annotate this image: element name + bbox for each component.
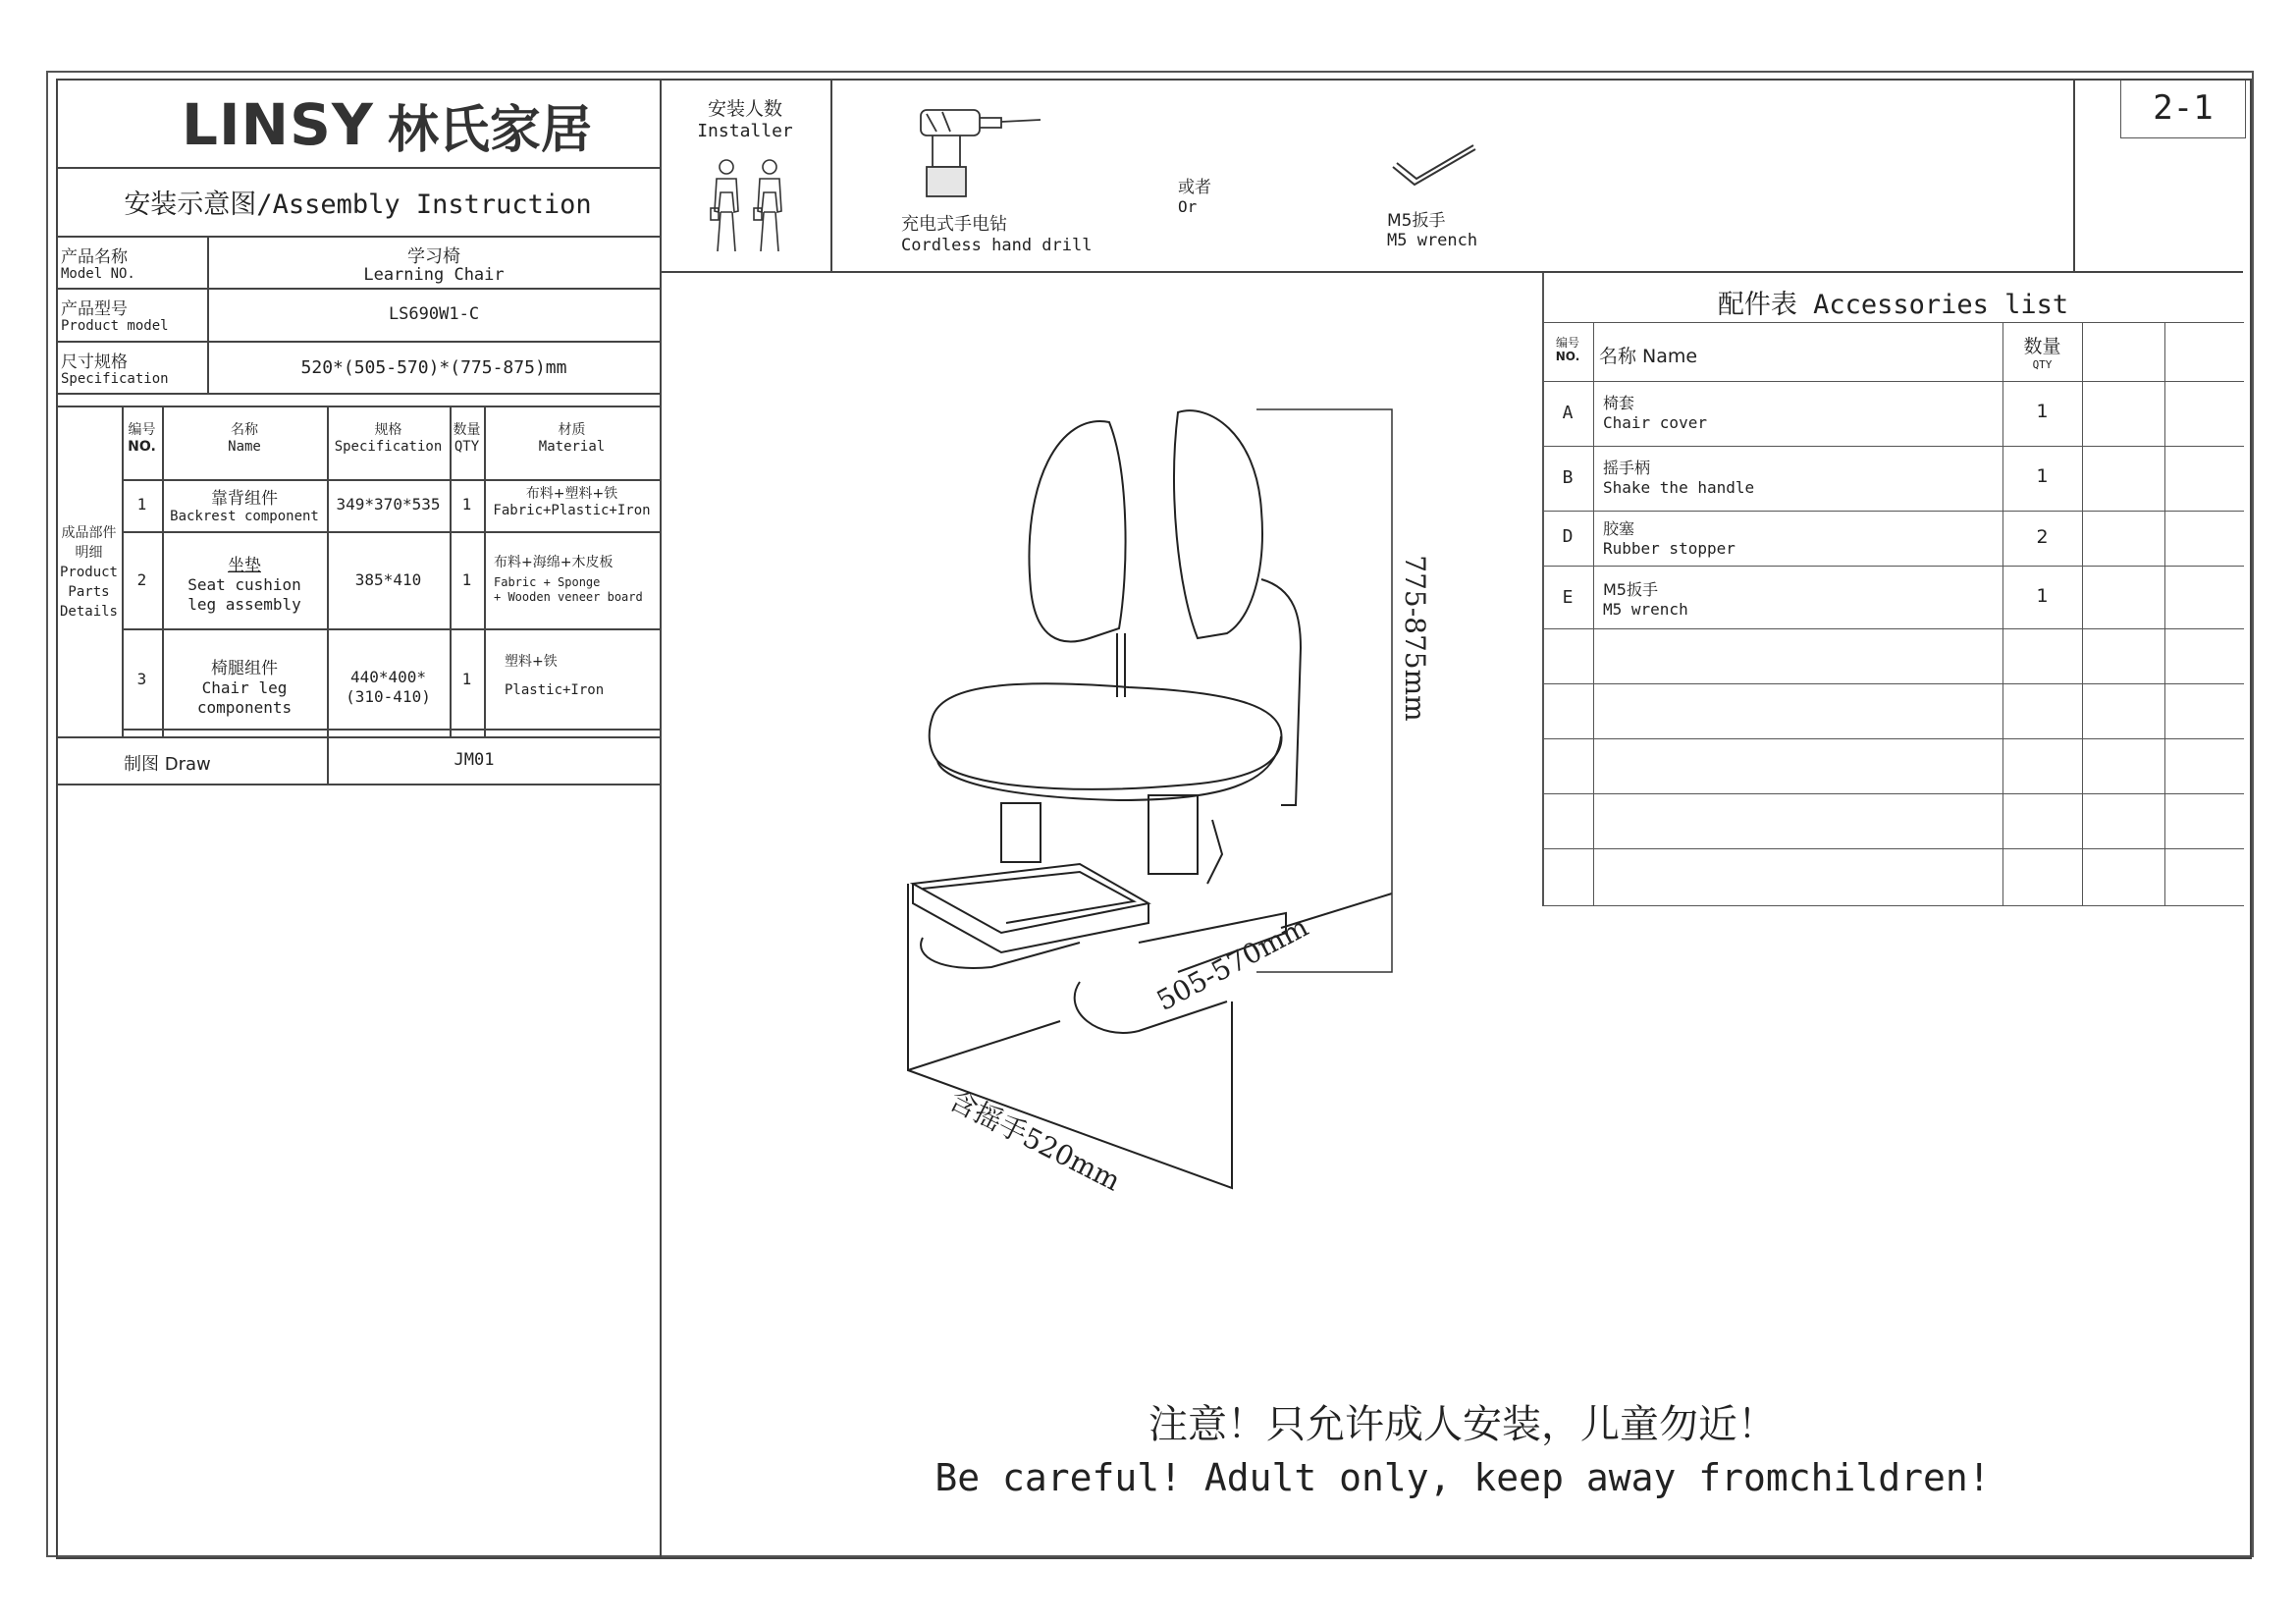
installer-label-cn: 安装人数 [707,98,782,120]
acc-name [1603,456,1754,497]
tool-wrench-en: M5 wrench [1387,231,1478,250]
parts-header-material [484,422,660,456]
table-row [1542,381,2244,446]
tool-or-en: Or [1178,197,1198,216]
warning [864,1398,2061,1504]
acc-name-en: Chair cover [1603,413,1707,432]
part-name-en: leg assembly [187,595,301,614]
model-name-en: Learning Chair [363,265,505,285]
acc-name [1603,577,1688,619]
info-label-cn: 产品名称 [61,247,128,267]
logo-brand-cn: 林氏家居 [387,100,592,160]
side-label-line: Product [59,565,118,580]
acc-qty: 1 [2036,401,2049,422]
side-label-line: 成品部件 [61,525,117,541]
acc-name-en: M5 wrench [1603,600,1688,619]
part-name [162,484,327,525]
tool-wrench [1387,206,1477,250]
part-name-cn: 坐垫 [228,556,261,575]
part-name [162,551,327,615]
header-en: Material [538,439,606,455]
side-label-line: Details [59,604,118,620]
part-name-cn: 靠背组件 [211,489,278,509]
header-cn: 数量 [453,422,481,438]
acc-header-name: 名称 Name [1599,346,1698,367]
part-spec: 349*370*535 [336,495,441,514]
info-label-cn: 尺寸规格 [61,352,128,372]
parts-header-name [162,422,327,456]
acc-name-cn: 胶塞 [1603,519,1635,538]
drill-icon [913,102,1050,200]
part-material-en: Fabric + Sponge [494,575,601,589]
side-label-line: 明细 [75,545,103,561]
installer-section [660,94,830,141]
page-number: 2-1 [2120,81,2246,138]
part-name-cn: 椅腿组件 [211,659,278,678]
logo [182,90,592,159]
tool-or-cn: 或者 [1178,178,1211,197]
part-qty: 1 [461,495,472,514]
left-panel-divider [660,79,662,1557]
acc-name-cn: 椅套 [1603,394,1635,412]
tool-drill-en: Cordless hand drill [901,236,1093,255]
part-qty: 1 [461,570,472,589]
part-material-en: + Wooden veneer board [494,590,643,604]
draw-label: 制图 Draw [124,754,211,775]
accessories-table [1542,273,2244,905]
accessories-title [1542,283,2244,321]
table-row [1542,511,2244,566]
acc-header-no [1542,336,1593,363]
header-en: NO. [1555,350,1580,363]
logo-brand-en: LINSY [182,91,374,158]
table-row [1542,566,2244,628]
dimension-depth: 505-570mm [1150,910,1314,1017]
acc-qty: 1 [2036,465,2049,487]
tool-drill [901,210,1092,255]
header-cn: 名称 [231,422,258,438]
part-material-en: Fabric+Plastic+Iron [493,503,651,518]
acc-no: E [1562,587,1574,608]
header-cn: 数量 [2023,336,2061,357]
acc-no: D [1562,526,1574,547]
parts-header-no [122,422,162,456]
part-spec-line: 440*400* [349,668,427,686]
header-cn: 编号 [128,422,156,438]
acc-name-cn: M5扳手 [1603,580,1658,599]
header-en: Name [228,439,261,455]
part-name-en: Backrest component [170,509,319,524]
part-material [505,654,660,699]
part-spec-line: (310-410) [346,687,431,706]
draw-value: JM01 [454,750,495,770]
dimension-height: 775-875mm [1399,555,1431,722]
info-label-en: Model NO. [61,266,135,282]
part-material-en: Plastic+Iron [505,682,605,698]
part-material [484,486,660,519]
info-row-model [61,241,660,288]
warning-en: Be careful! Adult only, keep away fromchildren! [934,1456,1991,1499]
part-material-cn: 塑料+铁 [505,654,558,670]
header-en: QTY [2032,358,2053,371]
installer-figures-icon [705,157,793,257]
side-label-line: Parts [68,584,110,600]
part-spec [327,668,450,707]
acc-qty: 2 [2036,526,2049,548]
part-name-en: Seat cushion [187,575,301,594]
acc-header-qty [2002,332,2082,371]
table-row [122,628,660,729]
header-en: Specification [334,439,443,455]
part-name-en: components [196,698,293,717]
header-cn: 编号 [1555,336,1579,350]
header-cn: 材质 [558,422,586,438]
part-material [494,555,660,605]
part-no: 3 [136,670,147,688]
acc-name-en: Shake the handle [1603,478,1755,497]
table-row [122,531,660,628]
acc-name-cn: 摇手柄 [1603,459,1651,477]
header-cn: 规格 [374,422,402,438]
part-material-cn: 布料+海绵+木皮板 [494,555,614,570]
parts-header-spec [327,422,450,456]
specification-value: 520*(505-570)*(775-875)mm [300,357,567,378]
tool-or [1178,173,1211,216]
part-no: 1 [136,495,147,514]
parts-header-qty [450,422,484,456]
info-row-specification [61,346,660,393]
header-en: QTY [454,439,480,455]
acc-name-en: Rubber stopper [1603,539,1735,558]
accessories-title-text: 配件表 Accessories list [1717,290,2069,320]
product-model-value: LS690W1-C [388,304,480,324]
acc-no: A [1562,403,1574,423]
chair-illustration [883,393,1433,1218]
acc-name [1603,516,1735,558]
tool-wrench-cn: M5扳手 [1387,211,1446,231]
part-name [162,654,327,718]
warning-cn: 注意！只允许成人安装，儿童勿近！ [1148,1402,1777,1447]
tool-drill-cn: 充电式手电钻 [901,214,1007,235]
acc-name [1603,391,1707,432]
header-title: 安装示意图/Assembly Instruction [124,189,592,220]
part-qty: 1 [461,670,472,688]
part-no: 2 [136,570,147,589]
header-en: NO. [128,439,156,455]
info-row-product-model [61,293,660,340]
info-label-cn: 产品型号 [61,299,128,319]
model-name-cn: 学习椅 [407,246,460,267]
info-label-en: Product model [61,318,169,334]
acc-qty: 1 [2036,585,2049,607]
info-label-en: Specification [61,371,169,387]
table-row [1542,446,2244,511]
dimension-width: 含摇手520mm [943,1083,1126,1198]
table-row [122,479,660,531]
parts-side-label [56,523,122,622]
part-spec: 385*410 [354,570,422,589]
installer-label-en: Installer [697,121,793,141]
part-name-en: Chair leg [201,678,288,697]
wrench-icon [1389,143,1477,192]
part-material-cn: 布料+塑料+铁 [525,486,618,502]
acc-no: B [1562,467,1574,488]
